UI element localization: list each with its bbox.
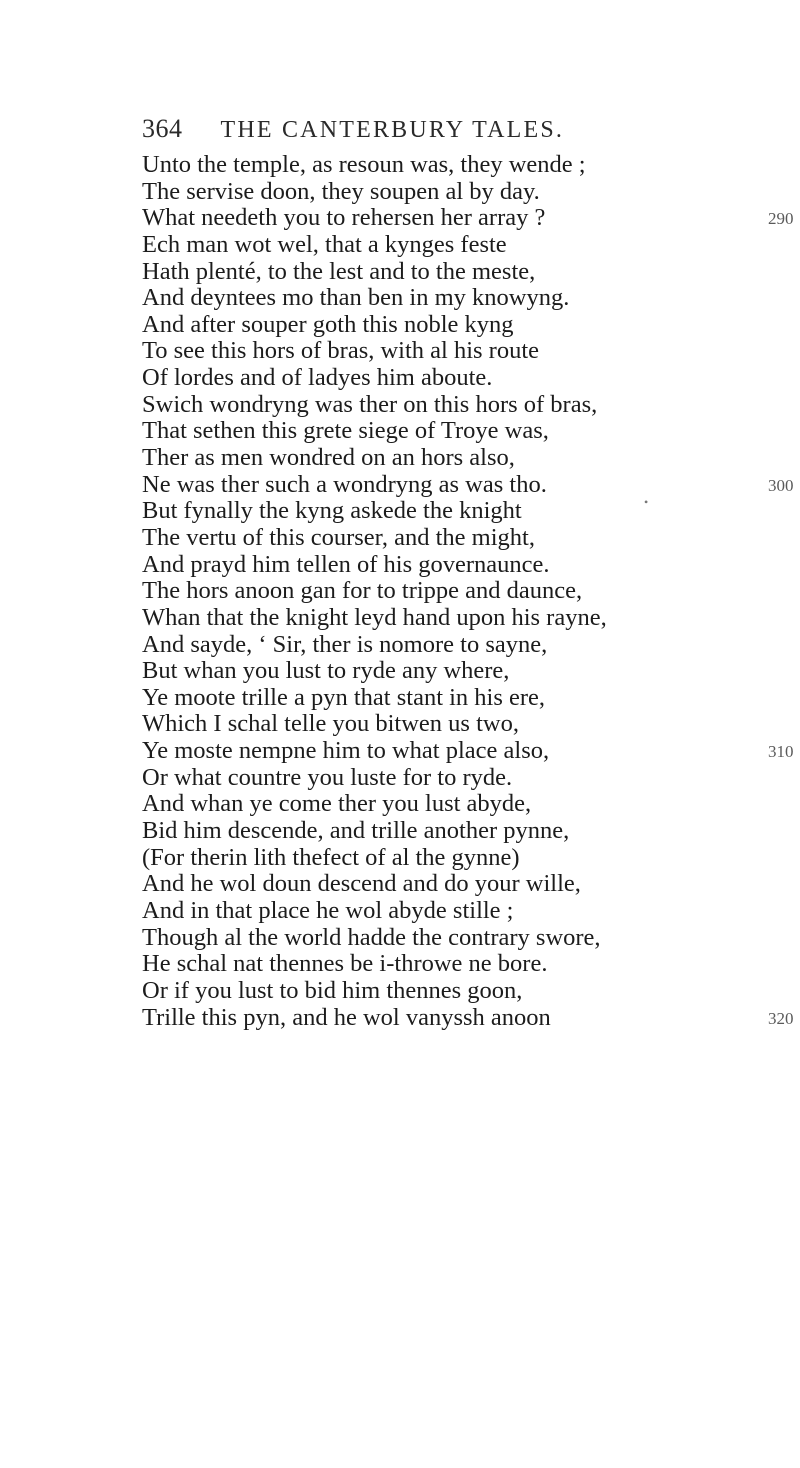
verse-line	[142, 791, 782, 818]
verse-line-text: And prayd him tellen of his governaunce.	[142, 550, 550, 578]
verse-line-text: And he wol doun descend and do your wille,	[142, 870, 581, 898]
verse-line-text: Hath plenté, to the lest and to the meste,	[142, 257, 536, 285]
verse-line-text: The hors anoon gan for to trippe and daunce,	[142, 577, 583, 605]
verse-line-text: Ye moste nempne him to what place also,	[142, 737, 550, 765]
verse-line	[142, 204, 794, 232]
verse-line	[142, 658, 782, 685]
line-number: 300	[768, 475, 794, 495]
verse-line	[142, 232, 782, 259]
verse-line-text: Ye moote trille a pyn that stant in his ere,	[142, 683, 546, 711]
verse-line	[142, 951, 782, 978]
line-number: 320	[768, 1008, 794, 1028]
verse-line	[142, 818, 782, 845]
verse-line-text: Though al the world hadde the contrary swore,	[142, 923, 601, 951]
verse-line-text: That sethen this grete siege of Troye was,	[142, 417, 549, 445]
verse-line	[142, 365, 782, 392]
verse-line-text: And deyntees mo than ben in my knowyng.	[142, 284, 570, 312]
verse-line	[142, 552, 782, 579]
verse-line-text: (For therin lith thefect of al the gynne)	[142, 843, 520, 871]
verse-line	[142, 845, 782, 872]
page-number: 364	[142, 114, 183, 143]
running-head: THE CANTERBURY TALES.	[220, 117, 565, 143]
verse-line-text: Ne was ther such a wondryng as was tho.	[142, 470, 547, 498]
verse-line	[142, 765, 782, 792]
verse-line	[142, 737, 794, 765]
verse-line-text: The vertu of this courser, and the might,	[142, 523, 535, 551]
verse-line	[142, 338, 782, 365]
verse-line	[142, 978, 782, 1005]
verse-line-text: Whan that the knight leyd hand upon his rayne,	[142, 603, 607, 631]
verse-line	[142, 871, 782, 898]
line-number: 310	[768, 742, 794, 762]
verse-line	[142, 470, 794, 499]
verse-line	[142, 632, 782, 659]
verse-line-text: Or if you lust to bid him thennes goon,	[142, 976, 523, 1004]
verse-line-text: Or what countre you luste for to ryde.	[142, 763, 513, 791]
verse-line-text: Which I schal telle you bitwen us two,	[142, 710, 519, 738]
verse-line	[142, 578, 782, 605]
margin-bullet-mark: •	[644, 495, 649, 509]
verse-line-text: And sayde, ‘ Sir, ther is nomore to sayne,	[142, 630, 548, 658]
verse-line-text: Of lordes and of ladyes him aboute.	[142, 364, 493, 392]
verse-line	[142, 179, 782, 206]
verse-line	[142, 498, 782, 525]
verse-line-text: And whan ye come ther you lust abyde,	[142, 790, 532, 818]
verse-line	[142, 925, 782, 952]
verse-line	[142, 605, 782, 632]
verse-line-text: What needeth you to rehersen her array ?	[142, 204, 546, 232]
verse-line	[142, 711, 782, 738]
verse-line-text: Ech man wot wel, that a kynges feste	[142, 230, 507, 258]
verse-line-text: He schal nat thennes be i-throwe ne bore.	[142, 950, 548, 978]
verse-line-text: Unto the temple, as resoun was, they wende ;	[142, 151, 586, 178]
verse-line-text: To see this hors of bras, with al his route	[142, 337, 540, 365]
verse-block	[142, 151, 794, 1031]
verse-line-text: But fynally the kyng askede the knight	[142, 497, 522, 525]
verse-line	[142, 152, 782, 179]
line-number: 290	[768, 209, 794, 229]
verse-line-text: Trille this pyn, and he wol vanyssh anoon	[142, 1003, 551, 1031]
verse-line-text: Bid him descende, and trille another pynne,	[142, 817, 570, 845]
verse-line	[142, 685, 782, 712]
verse-line	[142, 418, 782, 445]
verse-line	[142, 1003, 794, 1032]
verse-line	[142, 898, 782, 925]
verse-line	[142, 259, 782, 286]
verse-line	[142, 445, 782, 472]
verse-line-text: The servise doon, they soupen al by day.	[142, 177, 540, 205]
verse-line-text: But whan you lust to ryde any where,	[142, 657, 510, 685]
verse-line	[142, 312, 782, 339]
verse-line-text: Ther as men wondred on an hors also,	[142, 444, 515, 472]
page-header	[142, 109, 564, 149]
verse-line	[142, 525, 782, 552]
verse-line-text: And after souper goth this noble kyng	[142, 310, 514, 338]
verse-line-text: Swich wondryng was ther on this hors of bras,	[142, 390, 598, 418]
verse-line	[142, 285, 782, 312]
verse-line-text: And in that place he wol abyde stille ;	[142, 896, 514, 924]
verse-line	[142, 392, 782, 419]
